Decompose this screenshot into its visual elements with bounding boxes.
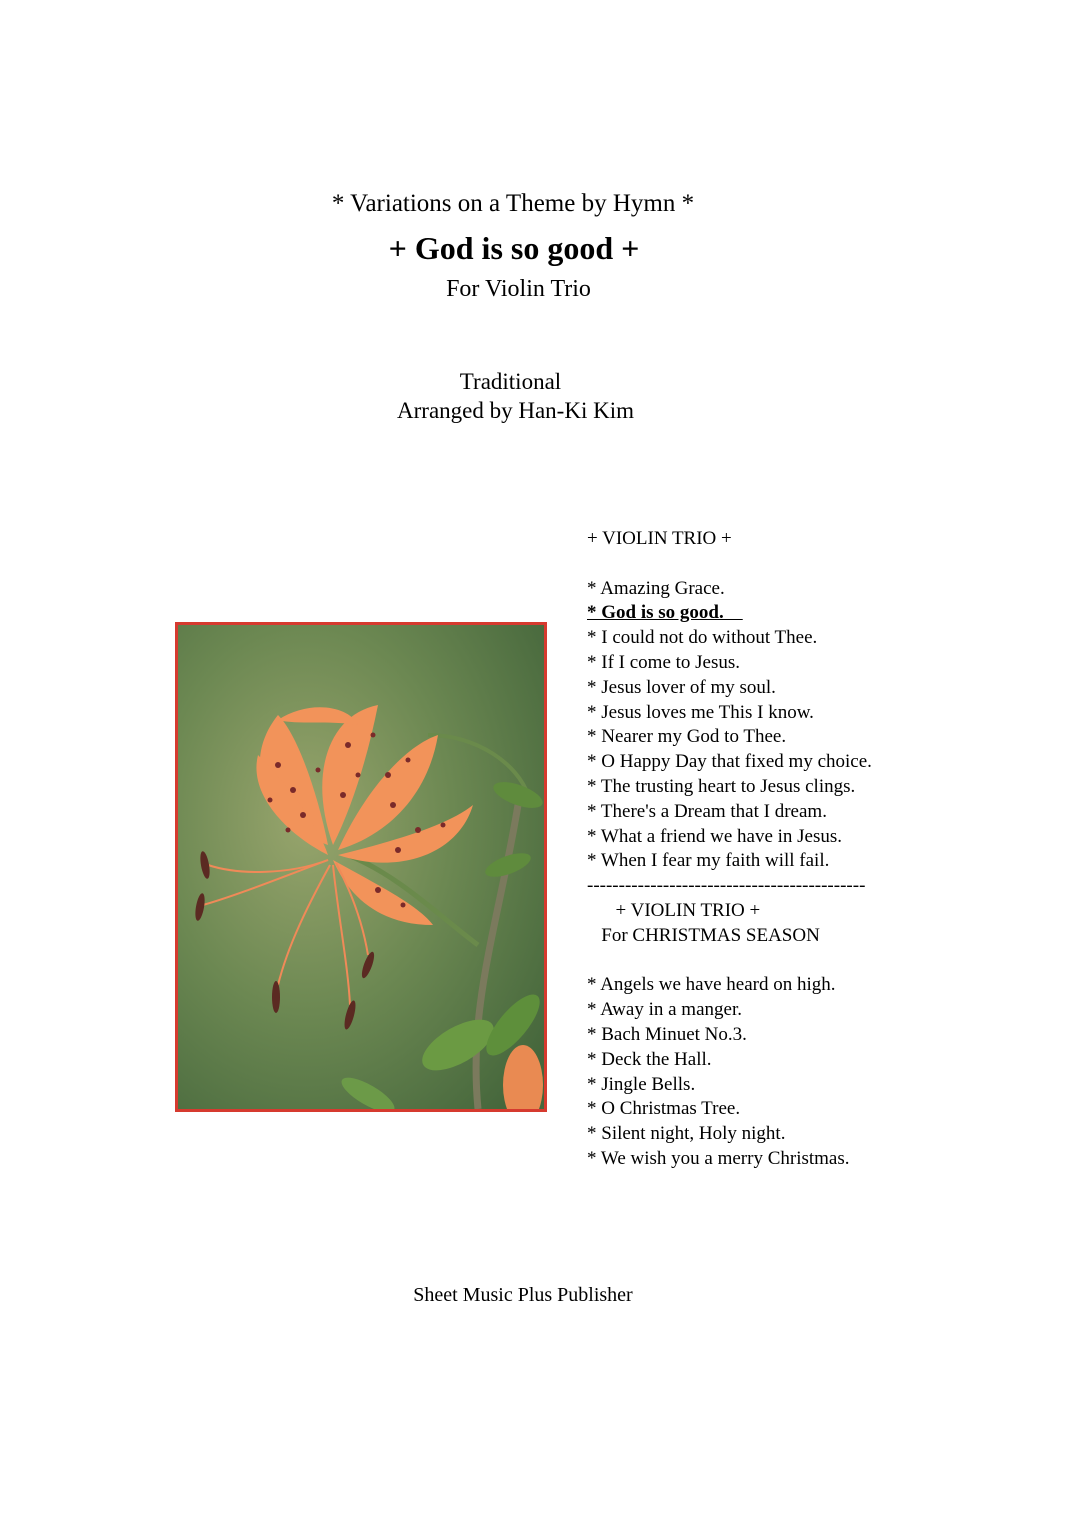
list-item: * We wish you a merry Christmas.: [587, 1147, 850, 1169]
spacer: [587, 949, 927, 974]
list-item: * What a friend we have in Jesus.: [587, 825, 843, 847]
list-item: * Amazing Grace.: [587, 577, 725, 599]
divider: --------------------------------------------: [587, 875, 866, 897]
tiger-lily-photo: [175, 622, 547, 1112]
list-subheading: For CHRISTMAS SEASON: [587, 924, 820, 946]
list-item: * If I come to Jesus.: [587, 651, 741, 673]
spacer: [587, 552, 927, 577]
list-item: * Angels we have heard on high.: [587, 974, 836, 996]
list-item: * Jesus lover of my soul.: [587, 676, 776, 698]
list-heading: + VIOLIN TRIO +: [587, 899, 761, 921]
subtitle: * Variations on a Theme by Hymn *: [331, 190, 695, 217]
lily-illustration: [178, 625, 544, 1109]
list-item: * There's a Dream that I dream.: [587, 800, 827, 822]
list-item: * Away in a manger.: [587, 999, 742, 1021]
list-item-current: * God is so good.: [587, 602, 743, 624]
list-item: * O Happy Day that fixed my choice.: [587, 751, 872, 773]
page-title: + God is so good +: [388, 230, 640, 266]
list-item: * O Christmas Tree.: [587, 1098, 741, 1120]
composer: Traditional: [459, 369, 562, 394]
list-item: * When I fear my faith will fail.: [587, 850, 830, 872]
list-item: * Jingle Bells.: [587, 1073, 696, 1095]
arranger: Arranged by Han-Ki Kim: [397, 398, 634, 423]
list-item: * The trusting heart to Jesus clings.: [587, 775, 856, 797]
list-item: * I could not do without Thee.: [587, 627, 818, 649]
list-item: * Silent night, Holy night.: [587, 1123, 786, 1145]
list-item: * Jesus loves me This I know.: [587, 701, 814, 723]
list-heading: + VIOLIN TRIO +: [587, 528, 732, 549]
instrumentation: For Violin Trio: [446, 276, 591, 302]
list-item: * Bach Minuet No.3.: [587, 1023, 747, 1045]
list-item: * Deck the Hall.: [587, 1048, 712, 1070]
piece-list: [587, 527, 927, 1172]
publisher: Sheet Music Plus Publisher: [413, 1284, 633, 1306]
list-item: * Nearer my God to Thee.: [587, 726, 787, 748]
